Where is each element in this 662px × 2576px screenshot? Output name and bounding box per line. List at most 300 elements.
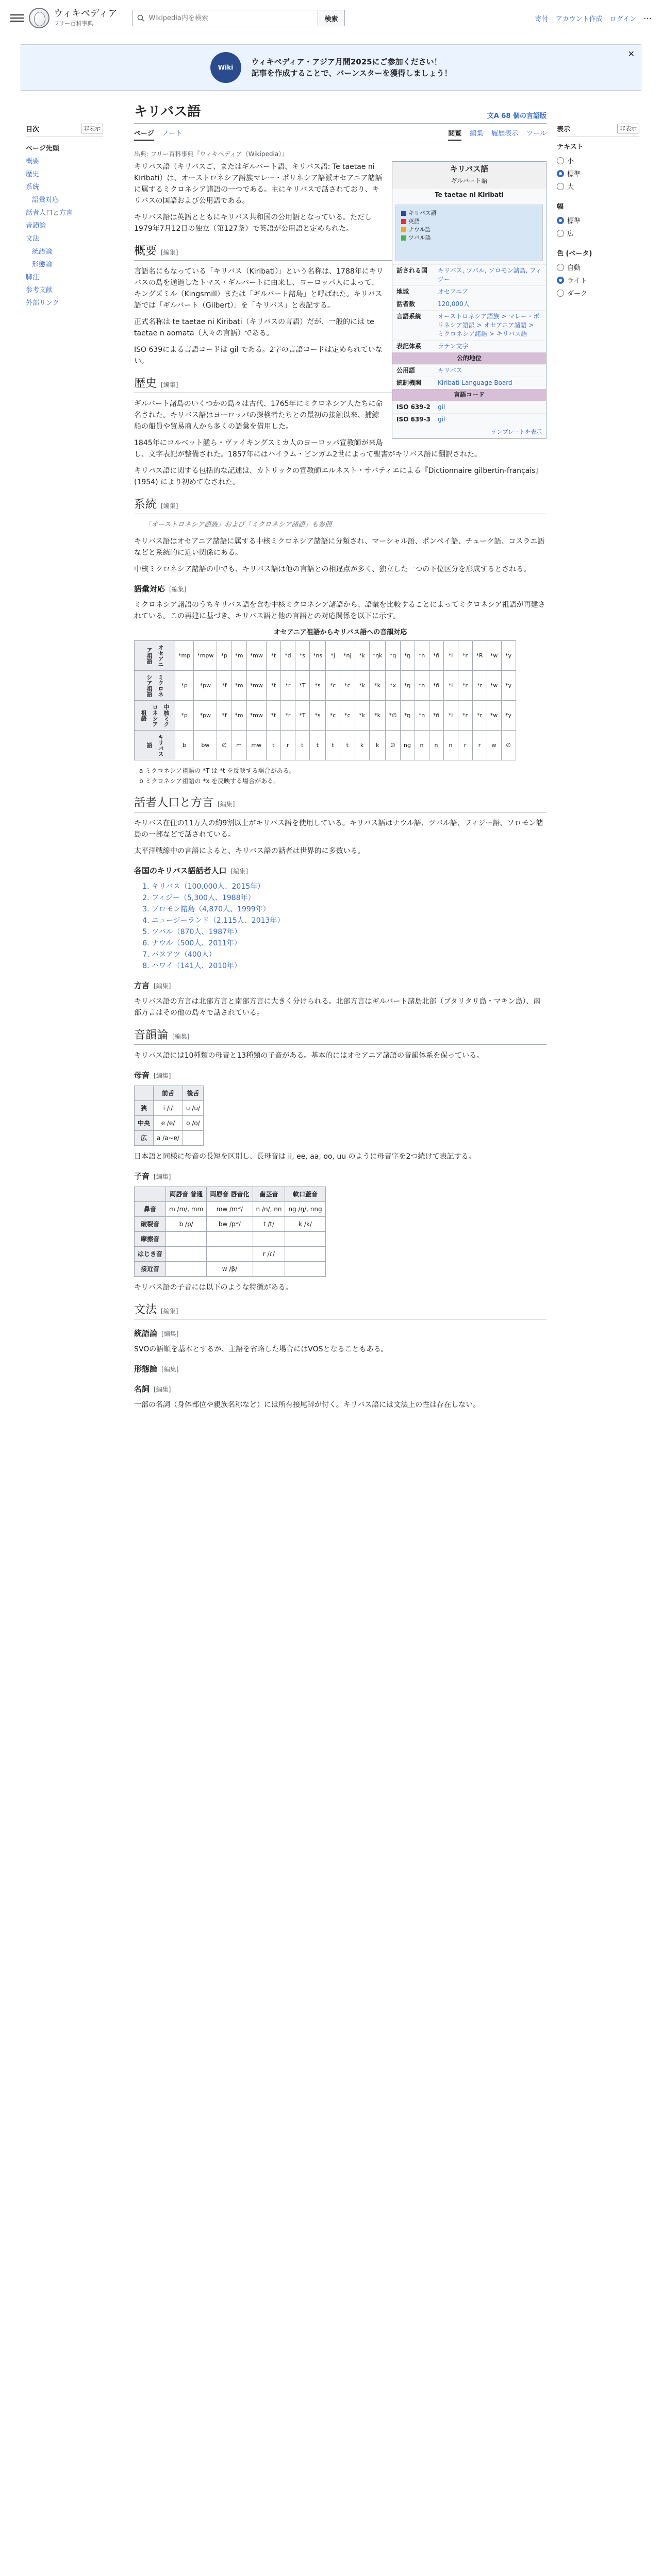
history-paragraph: 1845年にコルベット艦ら・ヴァイキングスミカ人のヨーロッパ宣教師が来島し、文字表記が整備された。1857年にはハイラム・ビンガム2世によって聖書がキリバス語に翻訳された。 — [134, 439, 482, 459]
infobox-key: 統制機関 — [396, 379, 422, 386]
table-cell: n /n/, nn — [253, 1202, 285, 1217]
color-title: 色 (ベータ) — [557, 250, 592, 258]
table-cell — [285, 1247, 325, 1262]
table-cell: *s — [295, 641, 309, 671]
option-label: 小 — [567, 158, 574, 165]
row-header: キリバス語 — [135, 731, 175, 760]
table-cell — [166, 1247, 207, 1262]
section-consonants — [134, 1171, 547, 1182]
intro-paragraph-2: キリバス語は英語とともにキリバス共和国の公用語となっている。ただし1979年7月12日の独立（第127条）で英語が公用語と定められた。 — [134, 213, 372, 233]
table-cell: *∅ — [386, 701, 400, 731]
infobox-value[interactable]: Kiribati Language Board — [438, 379, 512, 386]
edit-section-link[interactable]: [編集] — [154, 1173, 171, 1180]
source-note: 出典: フリー百科事典『ウィキペディア（Wikipedia）』 — [134, 150, 288, 158]
consonant-table — [134, 1187, 326, 1277]
infobox-key: ISO 639-2 — [396, 403, 431, 411]
heading-text: 話者人口と方言 — [134, 796, 214, 809]
width-title: 幅 — [557, 203, 564, 211]
infobox-value[interactable]: ラテン文字 — [438, 343, 469, 350]
infobox-value[interactable]: オーストロネシア語族 > マレー・ポリネシア語派 > オセアニア諸語 > ミクロネシア諸語 > キリバス語 — [438, 313, 540, 337]
population-list — [134, 881, 547, 972]
table-cell: bw /pʷ/ — [207, 1217, 253, 1232]
logo-tagline: フリー百科事典 — [54, 20, 93, 27]
row-header: 摩擦音 — [135, 1232, 166, 1247]
table-cell: i /i/ — [154, 1101, 183, 1116]
table-cell: n — [443, 731, 458, 760]
option-label: 標準 — [567, 217, 581, 225]
column-header: 歯茎音 — [253, 1187, 285, 1202]
table-row — [135, 1217, 326, 1232]
table-cell: *mw — [246, 641, 266, 671]
infobox-value[interactable]: gil — [438, 403, 445, 411]
table-cell: r — [458, 731, 472, 760]
row-header: ミクロネシア祖語 — [135, 671, 175, 701]
table-cell: k — [369, 731, 386, 760]
column-header: 両唇音 普通 — [166, 1187, 207, 1202]
radio-selected-icon[interactable] — [557, 277, 564, 284]
toc-item[interactable]: 形態論 — [32, 261, 53, 268]
section-grammar — [134, 1304, 547, 1319]
table-cell: r — [472, 731, 487, 760]
table-cell: *ŋ — [400, 641, 415, 671]
infobox-key: ISO 639-3 — [396, 416, 431, 423]
table-cell: u /u/ — [183, 1101, 203, 1116]
infobox-key: 話者数 — [396, 300, 416, 308]
table-cell: *w — [487, 671, 501, 701]
table-row — [135, 1131, 204, 1146]
heading-text: 音韻論 — [134, 1029, 169, 1042]
table-cell — [285, 1262, 325, 1277]
population-item[interactable]: 2. フィジー（5,300人、1988年） — [152, 892, 547, 904]
table-cell: *y — [501, 701, 516, 731]
section-syntax — [134, 1328, 547, 1340]
correspondence-table — [134, 640, 516, 760]
table-row — [135, 731, 516, 760]
campaign-banner — [21, 44, 641, 91]
heading-text: 各国のキリバス語話者人口 — [134, 866, 227, 875]
infobox-row — [392, 264, 546, 285]
infobox — [392, 161, 547, 439]
column-header — [135, 1086, 154, 1101]
toc-list — [26, 141, 103, 309]
overview-paragraph: 言語名にもなっている「キリバス（Kiribati）」という名称は、1788年にキリバスの島を通過したトマス・ギルバートに由来し、ヨーロッパ人によって、キングズミル（Kingsmill）または「ギルバート諸島」と呼ばれた。キリバス語では「ギルバート（Gilbert）」を「キリバス」と表記する。 — [134, 267, 384, 310]
toc-hide-button[interactable]: 非表示 — [81, 124, 103, 133]
table-cell: *r — [280, 671, 295, 701]
intro-paragraph-1: キリバス語（キリバスご、またはギルバート語、キリバス語: Te taetae ni Kiribati）は、オーストロネシア語族マレー・ポリネシア語派オセアニア諸語に属するミクロネシア諸語の一つである。主にキリバスで話されており、キリバスの国語および公用語である。 — [134, 163, 383, 205]
table-cell: *k — [369, 701, 386, 731]
table-cell: n — [415, 731, 429, 760]
table-cell: *l — [443, 671, 458, 701]
radio-icon[interactable] — [557, 183, 564, 190]
overview-paragraph: ISO 639による言語コードは gil である。2字の言語コードは定められていない。 — [134, 346, 383, 365]
table-cell: *f — [217, 671, 231, 701]
table-cell — [285, 1232, 325, 1247]
toc-item[interactable]: ページ先頭 — [26, 145, 59, 152]
table-cell: mw — [246, 731, 266, 760]
table-row — [135, 701, 516, 731]
table-cell: *ñ — [429, 641, 443, 671]
legend-swatch — [401, 211, 406, 216]
text-size-standard[interactable] — [557, 167, 639, 180]
infobox-row — [392, 310, 546, 340]
table-cell: *r — [458, 641, 472, 671]
table-note: a ミクロネシア祖語の *T は *t を反映する場合がある。 — [139, 767, 295, 774]
color-auto[interactable] — [557, 261, 639, 274]
toc-item[interactable]: 概要 — [26, 158, 40, 165]
table-note: b ミクロネシア祖語の *x を反映する場合がある。 — [139, 777, 280, 785]
main-content — [134, 101, 547, 1416]
legend-swatch — [401, 227, 406, 232]
infobox-row — [392, 298, 546, 310]
login-link[interactable]: ログイン — [609, 15, 636, 23]
population-item[interactable]: 4. ニュージーランド（2,115人、2013年） — [152, 915, 547, 926]
table-cell — [253, 1262, 285, 1277]
table-cell: *mp — [175, 641, 194, 671]
infobox-key: 公用語 — [396, 367, 416, 374]
row-header: 鼻音 — [135, 1202, 166, 1217]
section-vocabulary — [134, 583, 547, 595]
table-cell: bw — [194, 731, 217, 760]
create-account-link[interactable]: アカウント作成 — [555, 15, 603, 23]
table-cell: *ŋ — [400, 671, 415, 701]
infobox-key: 地域 — [396, 288, 409, 295]
edit-section-link[interactable]: [編集] — [172, 1033, 190, 1040]
table-cell: *l — [443, 641, 458, 671]
toc-item[interactable]: 話者人口と方言 — [26, 209, 73, 217]
legend-label: ツバル語 — [408, 234, 431, 241]
heading-text: 方言 — [134, 981, 150, 990]
donate-link[interactable]: 寄付 — [535, 15, 549, 23]
radio-icon[interactable] — [557, 230, 564, 237]
text-size-large[interactable] — [557, 180, 639, 193]
section-morphology — [134, 1363, 547, 1375]
text-size-small[interactable] — [557, 154, 639, 167]
table-cell: *ñ — [429, 671, 443, 701]
table-cell: *r — [458, 701, 472, 731]
close-icon[interactable]: ✕ — [627, 49, 635, 59]
section-vowels — [134, 1070, 547, 1081]
option-label: 広 — [567, 230, 574, 238]
table-cell: *m — [231, 641, 246, 671]
table-cell: mw /mʷ/ — [207, 1202, 253, 1217]
toc-item[interactable]: 外部リンク — [26, 299, 59, 307]
table-cell — [166, 1232, 207, 1247]
table-cell — [207, 1247, 253, 1262]
table-cell: w /β/ — [207, 1262, 253, 1277]
language-button[interactable]: 文A 68 個の言語版 — [487, 112, 547, 120]
table-cell: *k — [369, 671, 386, 701]
row-header: 広 — [135, 1131, 154, 1146]
noun-paragraph: 一部の名詞（身体部位や親族名称など）には所有接尾辞が付く。キリバス語には文法上の性は存在しない。 — [134, 1401, 481, 1409]
section-lineage — [134, 499, 547, 514]
edit-section-link[interactable]: [編集] — [161, 1330, 179, 1337]
table-cell: *T — [295, 671, 309, 701]
infobox-rows — [392, 264, 546, 352]
table-cell: *t — [266, 701, 280, 731]
row-header: 狭 — [135, 1101, 154, 1116]
heading-text: 系統 — [134, 498, 157, 511]
table-cell: *T — [295, 701, 309, 731]
infobox-row — [392, 401, 546, 413]
radio-selected-icon[interactable] — [557, 217, 564, 224]
population-item[interactable]: 5. ツバル（870人、1987年） — [152, 926, 547, 938]
table-row — [135, 1262, 326, 1277]
width-standard[interactable] — [557, 214, 639, 227]
row-header: 破裂音 — [135, 1217, 166, 1232]
table-cell: *x — [386, 671, 400, 701]
infobox-value[interactable]: オセアニア — [438, 288, 469, 295]
table-cell — [207, 1232, 253, 1247]
language-count: 68 個の言語版 — [501, 112, 547, 120]
legend-entry — [401, 234, 437, 242]
table-cell: *s — [309, 701, 325, 731]
row-header: 中央 — [135, 1116, 154, 1131]
toc-title: 目次 — [26, 126, 40, 133]
search-icon — [137, 14, 144, 22]
infobox-title: キリバス語 — [392, 162, 546, 177]
table-row — [135, 1101, 204, 1116]
radio-icon[interactable] — [557, 264, 564, 271]
table-cell: *d — [280, 641, 295, 671]
table-cell: *R — [472, 641, 487, 671]
table-cell: *p — [217, 641, 231, 671]
logo-wordmark: ウィキペディア — [54, 8, 118, 19]
edit-section-link[interactable]: [編集] — [154, 1386, 171, 1393]
wikipedia-globe-icon — [29, 8, 49, 28]
appearance-title: 表示 — [557, 126, 571, 133]
tab-edit[interactable]: 編集 — [470, 130, 484, 138]
text-size-title: テキスト — [557, 143, 584, 151]
table-cell: *k — [355, 641, 369, 671]
syntax-paragraph: SVOの語順を基本とするが、主語を省略した場合にはVOSとなることもある。 — [134, 1345, 388, 1353]
infobox-official-rows — [392, 364, 546, 389]
overview-paragraph: 正式名称は te taetae ni Kiribati（キリバスの言語）だが、一般的には te taetae n aomata（人々の言語）である。 — [134, 318, 374, 337]
infobox-key: 言語系統 — [396, 313, 422, 320]
table-cell: *n — [415, 671, 429, 701]
table-cell: *p — [175, 671, 194, 701]
infobox-row — [392, 285, 546, 298]
population-item[interactable]: 1. キリバス（100,000人、2015年） — [152, 881, 547, 892]
banner-line-1[interactable]: ウィキペディア・アジア月間2025にご参加ください！ — [251, 57, 442, 66]
toc-item[interactable]: 語彙対応 — [32, 196, 59, 204]
radio-icon[interactable] — [557, 290, 564, 297]
infobox-row — [392, 377, 546, 389]
table-cell: *ns — [309, 641, 325, 671]
lineage-paragraph: 中核ミクロネシア諸語の中でも、キリバス語は他の言語との相違点が多く、独立した一つの下位区分を形成するとされる。 — [134, 565, 531, 573]
infobox-codes-header: 言語コード — [392, 389, 546, 401]
table-cell: *n — [415, 701, 429, 731]
table-cell: *nj — [340, 641, 355, 671]
toc-item[interactable]: 文法 — [26, 235, 40, 243]
toc-item[interactable]: 音韻論 — [26, 222, 46, 230]
table-cell: *m — [231, 701, 246, 731]
radio-selected-icon[interactable] — [557, 170, 564, 177]
table-row — [135, 641, 516, 671]
table-cell: ∅ — [501, 731, 516, 760]
infobox-subtitle: ギルバート語 — [392, 177, 546, 189]
speakers-paragraph: キリバス在住の11万人の約9割以上がキリバス語を使用している。キリバス語はナウル語、ツバル語、フィジー語、ソロモン諸島の一部などで話されている。 — [134, 819, 543, 839]
option-label: ライト — [567, 277, 587, 285]
table-cell: *c — [340, 701, 355, 731]
edit-section-link[interactable]: [編集] — [161, 381, 178, 388]
edit-section-link[interactable]: [編集] — [161, 1308, 178, 1315]
table-cell: *ŋk — [369, 641, 386, 671]
infobox-value[interactable]: キリバス — [438, 367, 462, 374]
table-cell: *r — [472, 671, 487, 701]
legend-entry — [401, 226, 437, 234]
edit-section-link[interactable]: [編集] — [161, 1366, 179, 1373]
population-item[interactable]: 7. バヌアツ（400人） — [152, 949, 547, 960]
table-cell: *q — [386, 641, 400, 671]
hatnote: 「オーストロネシア語族」および「ミクロネシア諸語」も参照 — [144, 521, 332, 529]
toc-item[interactable]: 参考文献 — [26, 286, 53, 294]
row-header: オセアニア祖語 — [135, 641, 175, 671]
more-options-icon[interactable]: ⋯ — [643, 13, 652, 23]
table-cell: *s — [309, 671, 325, 701]
appearance-hide-button[interactable]: 非表示 — [617, 124, 639, 133]
toc-item[interactable]: 歴史 — [26, 171, 40, 178]
table-row — [135, 1202, 326, 1217]
vowel-paragraph: 日本語と同様に母音の長短を区別し、長母音は ii, ee, aa, oo, uu のように母音字を2つ続けて表記する。 — [134, 1153, 476, 1161]
width-wide[interactable] — [557, 227, 639, 240]
table-cell: k — [355, 731, 369, 760]
infobox-code-rows — [392, 401, 546, 426]
table-cell: m — [231, 731, 246, 760]
table-cell — [253, 1232, 285, 1247]
toc-item[interactable]: 系統 — [26, 183, 40, 191]
section-nouns — [134, 1383, 547, 1395]
option-label: 自動 — [567, 264, 581, 272]
table-cell: k /k/ — [285, 1217, 325, 1232]
table-cell: *t — [266, 671, 280, 701]
vowel-table — [134, 1086, 204, 1146]
tab-tools[interactable]: ツール — [526, 130, 547, 138]
edit-section-link[interactable]: [編集] — [230, 868, 248, 875]
user-links — [535, 13, 652, 23]
table-cell: r — [280, 731, 295, 760]
legend-entry — [401, 209, 437, 217]
table-row — [135, 671, 516, 701]
column-header: 前舌 — [154, 1086, 183, 1101]
table-cell: *mw — [246, 701, 266, 731]
infobox-value[interactable]: キリバス, ツバル, ソロモン諸島, フィジー — [438, 267, 542, 283]
edit-section-link[interactable]: [編集] — [218, 801, 235, 808]
table-cell: *r — [458, 671, 472, 701]
color-light[interactable] — [557, 274, 639, 286]
page-title: キリバス語 — [134, 104, 201, 120]
table-cell: b /p/ — [166, 1217, 207, 1232]
toc-item[interactable]: 統語論 — [32, 248, 53, 256]
infobox-row — [392, 340, 546, 352]
option-label: 標準 — [567, 171, 581, 178]
edit-section-link[interactable]: [編集] — [169, 586, 187, 593]
row-header: 中核ミクロネシア祖語 — [135, 701, 175, 731]
vocabulary-paragraph: ミクロネシア諸語のうちキリバス語を含む中核ミクロネシア諸語から、語彙を比較することによってミクロネシア祖語が再建されている。この再建に基づき、キリバス語と他の言語との対応関係を以下に示す。 — [134, 601, 545, 620]
heading-text: 子音 — [134, 1172, 150, 1181]
table-cell: n — [429, 731, 443, 760]
table-cell: ng /ŋ/, nng — [285, 1202, 325, 1217]
column-header: 軟口蓋音 — [285, 1187, 325, 1202]
table-row — [135, 1247, 326, 1262]
main-menu-button[interactable] — [10, 11, 24, 25]
table-cell: *y — [501, 671, 516, 701]
tab-read[interactable]: 閲覧 — [448, 128, 461, 141]
search-button[interactable]: 検索 — [318, 10, 344, 26]
edit-section-link[interactable]: [編集] — [154, 1072, 171, 1079]
edit-section-link[interactable]: [編集] — [154, 982, 171, 990]
infobox-value[interactable]: gil — [438, 416, 445, 423]
heading-text: 形態論 — [134, 1364, 158, 1374]
color-dark[interactable] — [557, 286, 639, 299]
population-item[interactable]: 8. ハワイ（141人、2010年） — [152, 960, 547, 972]
table-cell: *t — [266, 641, 280, 671]
legend-swatch — [401, 235, 406, 241]
table-cell: *w — [487, 701, 501, 731]
table-row — [135, 1116, 204, 1131]
table-cell: w — [487, 731, 501, 760]
table-cell: t — [266, 731, 280, 760]
distribution-map — [395, 205, 543, 261]
site-logo[interactable] — [29, 8, 117, 28]
radio-icon[interactable] — [557, 157, 564, 164]
tab-page[interactable]: ページ — [134, 128, 154, 141]
table-cell: t — [340, 731, 355, 760]
table-cell: *mw — [246, 671, 266, 701]
heading-text: 語彙対応 — [134, 584, 166, 594]
infobox-key: 話される国 — [396, 267, 428, 274]
section-population — [134, 865, 547, 877]
population-item[interactable]: 6. ナウル（500人、2011年） — [152, 938, 547, 949]
consonant-paragraph: キリバス語の子音には以下のような特徴がある。 — [134, 1283, 293, 1292]
table-cell: *f — [217, 701, 231, 731]
row-header: はじき音 — [135, 1247, 166, 1262]
table-cell: e /e/ — [154, 1116, 183, 1131]
tab-talk[interactable]: ノート — [162, 130, 183, 138]
infobox-value[interactable]: 120,000人 — [438, 300, 470, 308]
legend-label: 英語 — [408, 218, 420, 225]
population-item[interactable]: 3. ソロモン諸島（4,870人、1999年） — [152, 904, 547, 915]
table-cell: *c — [340, 671, 355, 701]
table-cell: *k — [355, 671, 369, 701]
tab-history[interactable]: 履歴表示 — [491, 130, 519, 138]
banner-line-2: 記事を作成することで、バーンスターを獲得しましょう！ — [251, 69, 452, 78]
table-cell: *m — [231, 671, 246, 701]
map-legend — [401, 209, 437, 242]
appearance-panel — [557, 124, 639, 308]
table-cell: ng — [400, 731, 415, 760]
correspondence-table-wrap — [134, 627, 547, 760]
search-input[interactable] — [148, 14, 313, 22]
table-of-contents — [26, 124, 103, 309]
table-cell: *ñ — [429, 701, 443, 731]
lineage-paragraph: キリバス語はオセアニア諸語に属する中核ミクロネシア諸語に分類され、マーシャル語、ポンペイ語、チューク語、コスラエ語などと系統的に近い関係にある。 — [134, 537, 545, 557]
legend-swatch — [401, 219, 406, 224]
table-cell: t — [309, 731, 325, 760]
edit-section-link[interactable]: [編集] — [161, 249, 178, 256]
table-cell: *r — [472, 701, 487, 731]
table-cell: *l — [443, 701, 458, 731]
infobox-key: 表記体系 — [396, 343, 422, 350]
template-link[interactable]: テンプレートを表示 — [491, 429, 542, 435]
toc-item[interactable]: 脚注 — [26, 274, 40, 281]
edit-section-link[interactable]: [編集] — [161, 502, 178, 510]
campaign-logo-icon: Wiki — [210, 52, 241, 83]
table-cell — [183, 1131, 203, 1146]
history-paragraph: ギルバート諸島のいくつかの島々は古代、1765年にミクロネシア人たちに命名された。キリバス語はヨーロッパの探検者たちとの最初の接触以来、捕鯨船の船員や貿易商人から多くの語彙を借用した。 — [134, 400, 383, 431]
phonology-paragraph: キリバス語には10種類の母音と13種類の子音がある。基本的にはオセアニア諸語の音韻体系を保っている。 — [134, 1052, 484, 1060]
section-phonology — [134, 1030, 547, 1045]
heading-text: 概要 — [134, 245, 157, 258]
